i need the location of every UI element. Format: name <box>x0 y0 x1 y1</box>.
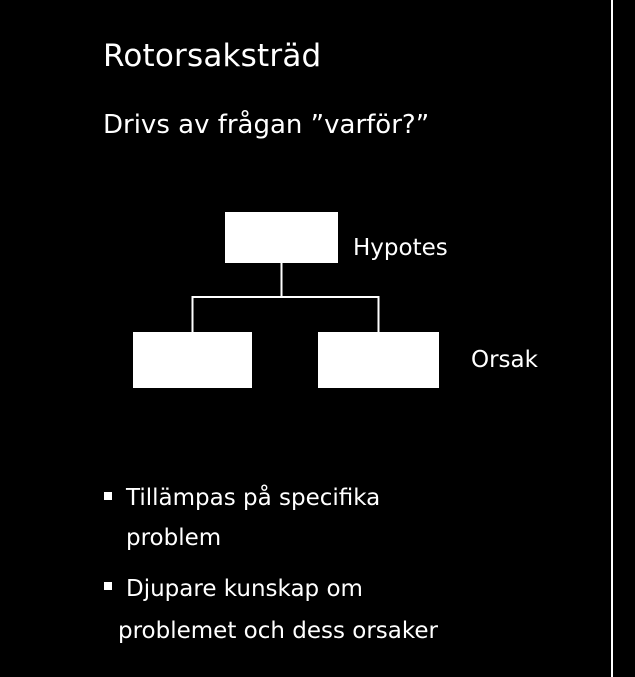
cause-label: Orsak <box>471 347 538 373</box>
bullet-text: problemet och dess orsaker <box>118 618 438 644</box>
bullet-text: Tillämpas på specifika <box>126 485 381 511</box>
bullet-square-icon <box>104 492 112 500</box>
hypothesis-label: Hypotes <box>353 235 448 261</box>
bullet-text: problem <box>126 525 222 551</box>
bullet-square-icon <box>104 582 112 590</box>
cause-box-right <box>318 332 439 388</box>
bullet-text: Djupare kunskap om <box>126 576 363 602</box>
slide-title: Rotorsaksträd <box>103 38 322 74</box>
hypothesis-box <box>225 212 338 263</box>
slide-subtitle: Drivs av frågan ”varför?” <box>103 110 430 140</box>
cause-box-left <box>133 332 252 388</box>
